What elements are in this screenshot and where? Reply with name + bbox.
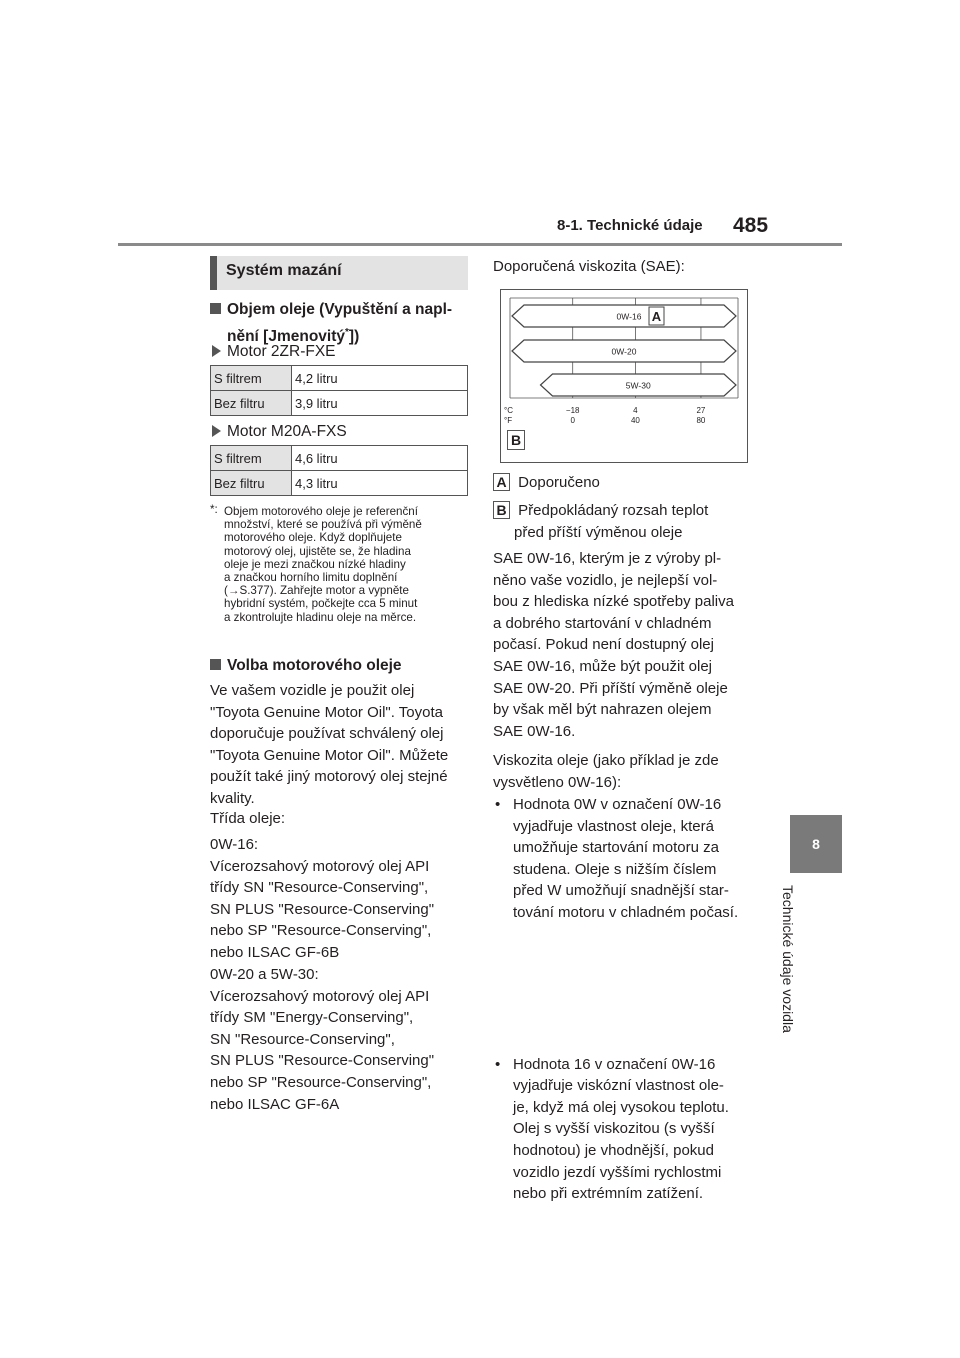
engine-2zr-heading: Motor 2ZR-FXE xyxy=(212,343,336,361)
viscosity-bar-label: 5W-30 xyxy=(625,380,651,391)
table-row: Bez filtru 3,9 litru xyxy=(211,391,468,416)
engine-m20a-heading: Motor M20A-FXS xyxy=(212,423,347,441)
viscosity-bar-label: 0W-16 xyxy=(616,311,642,322)
tick-label-f: 80 xyxy=(696,416,706,425)
bullet-16: • Hodnota 16 v označení 0W-16 vyjadřuje viskózní vlastnost ole- je, když má olej vysokou teplotu. Olej s vyšší viskozitou (s vyšší hodnotou) je vhodnější, pokud vozidlo jezdí vyššími rychlostmi nebo při extrémním zatížení. xyxy=(493,1054,775,1205)
tick-label-f: 40 xyxy=(630,416,640,425)
tick-label-c: −18 xyxy=(565,406,580,415)
tick-label-f: 0 xyxy=(570,416,575,425)
oil-class-0w16: 0W-16: Vícerozsahový motorový olej API třídy SN "Resource-Conserving", SN PLUS "Resource-Conserving" nebo SP "Resource-Conserving", nebo ILSAC GF-6B xyxy=(210,836,435,961)
legend-a: A Doporučeno xyxy=(493,472,600,494)
celsius-label: °C xyxy=(504,406,513,415)
footnote: *: Objem motorového oleje je referenční množství, které se používá při výměně motorového oleje. Když doplňujete motorový olej, ujistěte se, že hladina oleje je mezi značkou nízké hladiny a značkou horního limitu doplnění (→S.377). Zahřejte motor a vypněte hybridní systém, počkejte cca 5 minut a zkontrolujte hladinu oleje na měrce. xyxy=(210,503,422,624)
viscosity-title: Doporučená viskozita (SAE): xyxy=(493,258,685,275)
fahrenheit-label: °F xyxy=(504,416,513,425)
bullet-0w: • Hodnota 0W v označení 0W-16 vyjadřuje vlastnost oleje, která umožňuje startování motoru za studena. Oleje s nižším číslem před W umožňují snadnější star- tování motoru v chladném počasí. xyxy=(493,794,775,924)
viscosity-chart xyxy=(500,289,748,463)
oil-class-0w20-5w30: 0W-20 a 5W-30: Vícerozsahový motorový olej API třídy SM "Energy-Conserving", SN "Resource-Conserving", SN PLUS "Resource-Conserving" nebo SP "Resource-Conserving", nebo ILSAC GF-6A xyxy=(210,966,435,1113)
tag-b-legend-box: B xyxy=(493,501,510,519)
table-row: S filtrem 4,6 litru xyxy=(211,446,468,471)
chapter-tab-label: Technické údaje vozidla xyxy=(780,885,796,1033)
capacity-heading: Objem oleje (Vypuštění a napl- nění [Jmenovitý*]) xyxy=(210,298,472,348)
chapter-tab: 8 xyxy=(790,815,842,873)
header-divider xyxy=(118,243,842,246)
paragraph-0w16-best: SAE 0W-16, kterým je z výroby pl- něno vaše vozidlo, je nejlepší vol- bou z hlediska nízké spotřeby paliva a dobrého startování v chladném počasí. Pokud není dostupný olej SAE 0W-16, může být použit olej SAE 0W-20. Při příští výměně oleje by však měl být nahrazen olejem SAE 0W-16. xyxy=(493,550,734,740)
viscosity-bar-label: 0W-20 xyxy=(611,346,637,357)
paragraph-viscosity-explained: Viskozita oleje (jako příklad je zde vysvětleno 0W-16): xyxy=(493,752,719,791)
square-bullet-icon xyxy=(210,659,221,670)
section-heading: Systém mazání xyxy=(210,256,468,290)
oil-class-label: Třída oleje: xyxy=(210,810,286,827)
tick-label-c: 27 xyxy=(696,406,706,415)
legend-b: B Předpokládaný rozsah teplot před příští výměnou oleje xyxy=(493,500,755,543)
capacity-table-2zr xyxy=(210,365,468,416)
tag-a-box: A xyxy=(493,473,510,491)
tag-b-box: B xyxy=(507,430,525,450)
capacity-table-m20a xyxy=(210,445,468,496)
table-row: Bez filtru 4,3 litru xyxy=(211,471,468,496)
tag-a-marker-label: A xyxy=(651,309,662,324)
table-row: S filtrem 4,2 litru xyxy=(211,366,468,391)
tick-label-c: 4 xyxy=(633,406,638,415)
page-number: 485 xyxy=(733,214,769,237)
oil-selection-heading: Volba motorového oleje xyxy=(210,654,402,677)
section-title: 8-1. Technické údaje xyxy=(557,217,703,234)
paragraph-genuine-oil: Ve vašem vozidle je použit olej "Toyota Genuine Motor Oil". Toyota doporučuje používat schválený olej "Toyota Genuine Motor Oil". Můžete použít také jiný motorový olej stejné kvality. xyxy=(210,682,449,807)
square-bullet-icon xyxy=(210,303,221,314)
